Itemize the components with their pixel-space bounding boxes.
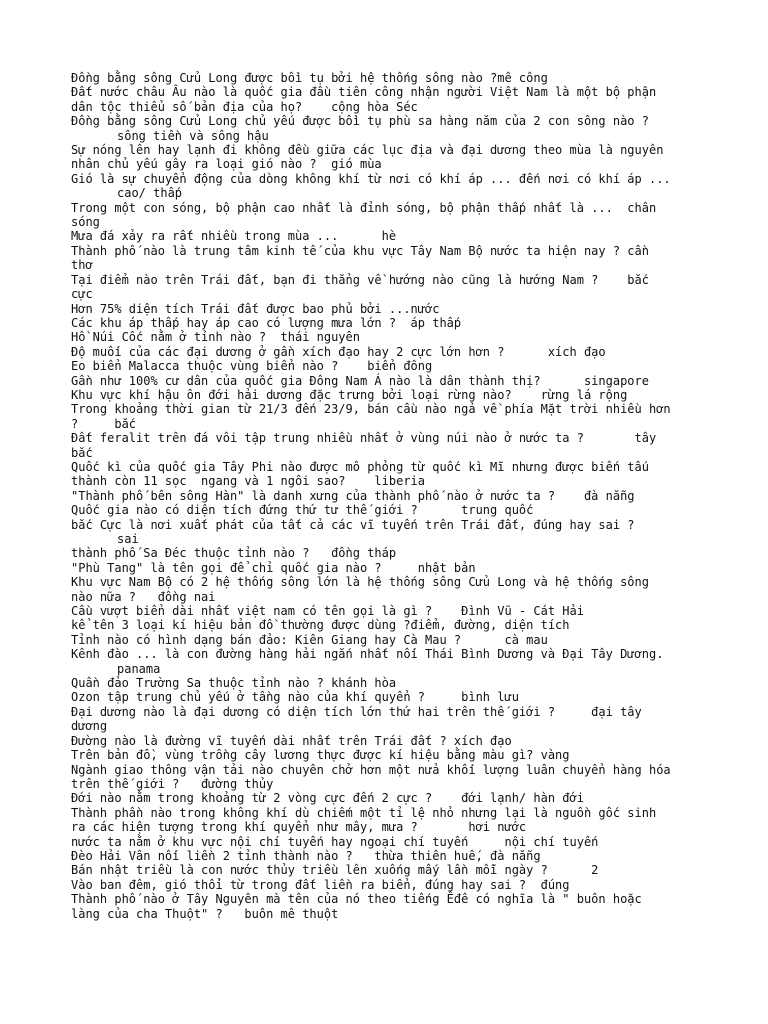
text-line: ? bắc [71, 416, 137, 431]
text-line: Quốc gia nào có diện tích đứng thứ tư thế giới ? trung quốc [71, 503, 534, 518]
text-line: "Thành phố bên sông Hàn" là danh xưng của thành phố nào ở nước ta ? đà nẵng [71, 488, 635, 503]
text-line: Trên bản đồ, vùng trồng cây lương thực được kí hiệu bằng màu gì? vàng [71, 748, 570, 763]
text-line: Gió là sự chuyển động của dòng không khí từ nơi có khí áp ... đến nơi có khí áp ... [71, 171, 671, 186]
text-line: Sự nóng lên hay lạnh đi không đều giữa các lục địa và đại dương theo mùa là nguyên [71, 143, 664, 158]
text-line: Đèo Hải Vân nối liền 2 tỉnh thành nào ? thừa thiên huế, đà nẵng [71, 848, 541, 863]
text-line: bắc Cực là nơi xuất phát của tất cả các vĩ tuyến trên Trái đất, đúng hay sai ? [71, 517, 635, 532]
text-line: Hơn 75% diện tích Trái đất được bao phủ bởi ...nước [71, 301, 440, 316]
text-line: nào nữa ? đồng nai [71, 589, 216, 604]
text-line: ra các hiện tượng trong khí quyển như mây, mưa ? hơi nước [71, 820, 527, 835]
text-line: Trong khoảng thời gian từ 21/3 đến 23/9, bán cầu nào ngả về phía Mặt trời nhiều hơn [71, 402, 671, 417]
text-line: sông tiền và sông hậu [117, 128, 269, 143]
text-line: nước ta nằm ở khu vực nội chí tuyến hay ngoại chí tuyến nội chí tuyến [71, 834, 599, 849]
text-line: Đất feralit trên đá vôi tập trung nhiều nhất ở vùng núi nào ở nước ta ? tây [71, 431, 657, 446]
text-line: "Phù Tang" là tên gọi để chỉ quốc gia nào ? nhật bản [71, 560, 476, 575]
text-line: Tại điểm nào trên Trái đất, bạn đi thẳng về hướng nào cũng là hướng Nam ? bắc [71, 272, 649, 287]
text-line: làng của cha Thuột" ? buôn mê thuột [71, 906, 339, 921]
text-line: kể tên 3 loại kí hiệu bản đồ thường được dùng ?điểm, đường, diện tích [71, 618, 570, 633]
text-line: Đới nào nằm trong khoảng từ 2 vòng cực đến 2 cực ? đới lạnh/ hàn đới [71, 791, 584, 806]
text-line: Các khu áp thấp hay áp cao có lượng mưa lớn ? áp thấp [71, 315, 462, 330]
text-line: Thành phố nào là trung tâm kinh tế của khu vực Tây Nam Bộ nước ta hiện nay ? cần [71, 243, 649, 258]
text-line: Kênh đào ... là con đường hàng hải ngắn nhất nối Thái Bình Dương và Đại Tây Dương. [71, 647, 664, 662]
text-line: Gần như 100% cư dân của quốc gia Đông Nam Á nào là dân thành thị? singapore [71, 373, 649, 388]
text-line: cực [71, 287, 93, 302]
text-line: Đường nào là đường vĩ tuyến dài nhất trên Trái đất ? xích đạo [71, 733, 512, 748]
text-line: Vào ban đêm, gió thổi từ trong đất liền ra biển, đúng hay sai ? đúng [71, 877, 570, 892]
text-line: Thành phố nào ở Tây Nguyên mà tên của nó theo tiếng Êđê có nghĩa là " buôn hoặc [71, 892, 642, 907]
text-line: Bán nhật triều là con nước thủy triều lên xuống mấy lần mỗi ngày ? 2 [71, 863, 599, 878]
text-line: Quốc kì của quốc gia Tây Phi nào được mô phỏng từ quốc kì Mĩ nhưng được biến tấu [71, 459, 649, 474]
text-line: Ngành giao thông vận tải nào chuyên chở hơn một nửa khối lượng luân chuyển hàng hóa [71, 762, 671, 777]
text-line: bắc [71, 445, 93, 460]
text-line: thành còn 11 sọc ngang và 1 ngôi sao? liberia [71, 474, 426, 489]
text-line: Eo biển Malacca thuộc vùng biển nào ? biển đông [71, 359, 433, 374]
text-line: dương [71, 719, 108, 734]
text-line: Quần đảo Trường Sa thuộc tỉnh nào ? khánh hòa [71, 676, 397, 691]
text-line: Cầu vượt biển dài nhất việt nam có tên gọi là gì ? Đình Vũ - Cát Hải [71, 604, 584, 619]
text-line: Đất nước châu Âu nào là quốc gia đầu tiên công nhận người Việt Nam là một bộ phận [71, 85, 657, 100]
text-line: cao/ thấp [117, 186, 183, 201]
document-body [71, 71, 701, 921]
text-line: Khu vực khí hậu ôn đới hải dương đặc trưng bởi loại rừng nào? rừng lá rộng [71, 387, 628, 402]
text-line: nhân chủ yếu gây ra loại gió nào ? gió mùa [71, 157, 382, 172]
text-line: sai [117, 532, 139, 546]
text-line: Đồng bằng sông Cửu Long chủ yếu được bồi tụ phù sa hàng năm của 2 con sông nào ? [71, 114, 649, 129]
text-line: thành phố Sa Đéc thuộc tỉnh nào ? đồng tháp [71, 546, 397, 561]
text-line: Đồng bằng sông Cửu Long được bồi tụ bởi hệ thống sông nào ?mê công [71, 71, 548, 85]
text-line: Tỉnh nào có hình dạng bán đảo: Kiên Giang hay Cà Mau ? cà mau [71, 632, 548, 647]
text-line: dân tộc thiểu số bản địa của họ? cộng hòa Séc [71, 99, 418, 114]
text-line: sóng [71, 215, 100, 230]
text-line: Khu vực Nam Bộ có 2 hệ thống sông lớn là hệ thống sông Cửu Long và hệ thống sông [71, 575, 649, 590]
text-line: thơ [71, 258, 93, 273]
text-line: Độ muối của các đại dương ở gần xích đạo hay 2 cực lớn hơn ? xích đạo [71, 344, 606, 359]
text-line: trên thế giới ? đường thủy [71, 776, 274, 791]
text-line: Hồ Núi Cốc nằm ở tỉnh nào ? thái nguyên [71, 330, 360, 345]
text-line: Đại dương nào là đại dương có diện tích lớn thứ hai trên thế giới ? đại tây [71, 704, 642, 719]
text-line: Thành phần nào trong không khí dù chiếm một tỉ lệ nhỏ nhưng lại là nguồn gốc sinh [71, 805, 657, 820]
text-line: panama [117, 661, 161, 676]
text-line: Trong một con sóng, bộ phận cao nhất là đỉnh sóng, bộ phận thấp nhất là ... chân [71, 200, 657, 215]
text-line: Mưa đá xảy ra rất nhiều trong mùa ... hè [71, 229, 397, 244]
text-line: Ozon tập trung chủ yếu ở tầng nào của khí quyển ? bình lưu [71, 690, 519, 705]
